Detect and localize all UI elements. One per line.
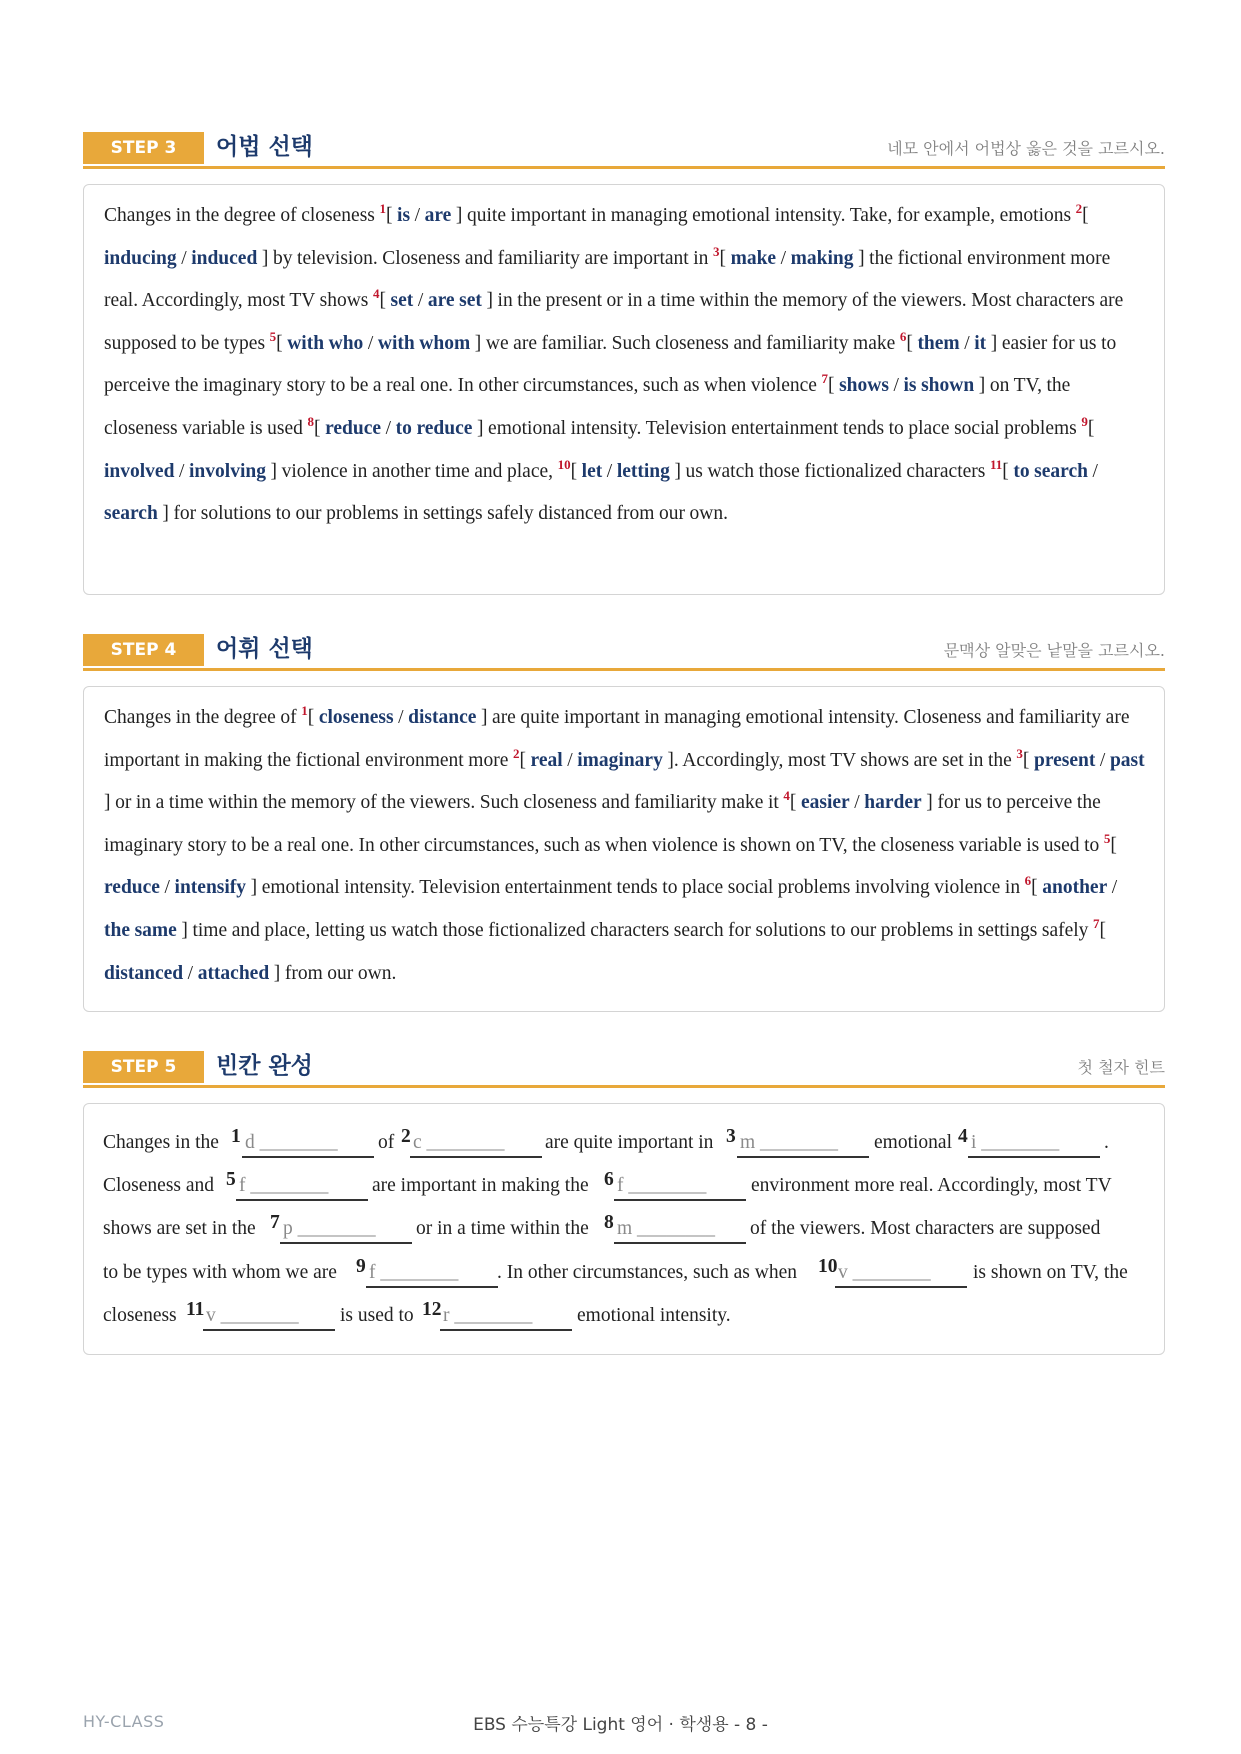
choice-option[interactable]: reduce <box>104 877 160 899</box>
step4-header <box>83 630 1165 671</box>
blank-input-8[interactable] <box>614 1242 746 1244</box>
choice-option[interactable]: are set <box>427 290 482 312</box>
choice-option[interactable]: present <box>1033 749 1096 771</box>
choice-option[interactable]: is shown <box>903 375 975 397</box>
blank-input-12[interactable] <box>440 1329 572 1331</box>
blank-hint: m ________ <box>617 1218 716 1239</box>
choice-option[interactable]: search <box>104 503 158 525</box>
step3-header <box>83 128 1165 169</box>
step5-text: of the viewers. Most characters are supposed <box>750 1218 1101 1239</box>
step4-instruction: 문맥상 알맞은 낱말을 고르시오. <box>943 641 1165 660</box>
step5-text: . In other circumstances, such as when <box>497 1262 797 1283</box>
step5-text: are important in making the <box>372 1175 589 1196</box>
step5-text: Closeness and <box>103 1175 215 1196</box>
blank-input-3[interactable] <box>737 1156 869 1158</box>
blank-input-2[interactable] <box>410 1156 542 1158</box>
blank-input-6[interactable] <box>614 1199 746 1201</box>
choice-option[interactable]: distance <box>408 707 477 728</box>
blank-hint: d ________ <box>245 1132 338 1153</box>
step4-passage: Changes in the degree of $^1$[ closeness / distance ] are quite important in managing emotional intensity. Closeness and familiarity are important in making the fictional environment more $^2$[ real / imaginary ]. Accordingly, most TV shows are set in the $^3$[ present / past ] or in a time within the memory of the viewers. Such closeness and familiarity make it $^4$[ easier / harder ] for us to perceive the imaginary story to be a real one. In other circumstances, such as when violence is shown on TV, the closeness variable is used to $^5$[ reduce / intensify ] emotional intensity. Television entertainment tends to place social problems involving violence in $^6$[ another / the same ] time and place, letting us watch those fictionalized characters search for solutions to our problems in settings safely $^7$[ distanced / attached ] from our own. <box>104 703 1145 984</box>
blank-hint: m ________ <box>740 1132 839 1153</box>
choice-option[interactable]: real <box>530 749 563 771</box>
step5-header <box>83 1047 1165 1088</box>
step5-text: . <box>1104 1132 1109 1153</box>
blank-number: 8 <box>604 1212 614 1233</box>
choice-option[interactable]: easier <box>800 792 850 814</box>
choice-option[interactable]: closeness <box>318 707 394 728</box>
step5-passage-box <box>83 1103 1165 1355</box>
step5-text: to be types with whom we are <box>103 1262 337 1283</box>
blank-input-1[interactable] <box>242 1156 374 1158</box>
step4-badge: STEP 4 <box>83 634 204 666</box>
step5-badge: STEP 5 <box>83 1051 204 1083</box>
blank-hint: f ________ <box>239 1175 329 1196</box>
choice-option[interactable]: with whom <box>377 332 471 354</box>
step5-text: emotional <box>874 1132 952 1153</box>
blank-input-7[interactable] <box>280 1242 412 1244</box>
blank-input-9[interactable] <box>366 1286 498 1288</box>
step5-text: environment more real. Accordingly, most TV <box>751 1175 1112 1196</box>
blank-hint: f ________ <box>369 1262 459 1283</box>
choice-option[interactable]: another <box>1042 877 1108 899</box>
step5-text: shows are set in the <box>103 1218 256 1239</box>
blank-number: 1 <box>231 1126 241 1147</box>
choice-option[interactable]: inducing <box>104 247 177 269</box>
blank-number: 3 <box>726 1126 736 1147</box>
choice-option[interactable]: the same <box>104 919 177 941</box>
choice-option[interactable]: with who <box>287 332 364 354</box>
blank-number: 9 <box>356 1256 366 1277</box>
choice-option[interactable]: is <box>397 205 411 226</box>
step5-instruction: 첫 철자 힌트 <box>1077 1058 1165 1077</box>
choice-option[interactable]: intensify <box>174 877 247 899</box>
choice-option[interactable]: to search <box>1013 460 1088 482</box>
blank-number: 4 <box>958 1126 968 1147</box>
choice-option[interactable]: involving <box>189 460 266 482</box>
footer-brand: HY-CLASS <box>83 1712 165 1731</box>
blank-input-5[interactable] <box>236 1199 368 1201</box>
blank-hint: v ________ <box>838 1262 931 1283</box>
step4-title: 어휘 선택 <box>216 636 313 662</box>
choice-option[interactable]: harder <box>864 792 922 814</box>
choice-option[interactable]: attached <box>197 962 270 984</box>
blank-hint: r ________ <box>443 1305 533 1326</box>
choice-option[interactable]: it <box>974 332 987 354</box>
blank-number: 5 <box>226 1169 236 1190</box>
choice-option[interactable]: are <box>424 205 452 226</box>
choice-option[interactable]: past <box>1109 749 1145 771</box>
step5-text: emotional intensity. <box>577 1305 731 1326</box>
step5-title: 빈칸 완성 <box>216 1053 313 1079</box>
step5-text: is used to <box>340 1305 414 1326</box>
choice-option[interactable]: let <box>581 460 603 482</box>
blank-hint: v ________ <box>206 1305 299 1326</box>
choice-option[interactable]: making <box>790 247 854 269</box>
blank-input-10[interactable] <box>835 1286 967 1288</box>
blank-number: 6 <box>604 1169 614 1190</box>
step3-title: 어법 선택 <box>216 134 313 160</box>
blank-number: 12 <box>422 1299 442 1320</box>
step3-instruction: 네모 안에서 어법상 옳은 것을 고르시오. <box>887 139 1165 158</box>
step3-passage: Changes in the degree of closeness $^1$[ is / are ] quite important in managing emotional intensity. Take, for example, emotions $^2$[ inducing / induced ] by television. Closeness and familiarity are important in $^3$[ make / making ] the fictional environment more real. Accordingly, most TV shows $^4$[ set / are set ] in the present or in a time within the memory of the viewers. Most characters are supposed to be types $^5$[ with who / with whom ] we are familiar. Such closeness and familiarity make $^6$[ them / it ] easier for us to perceive the imaginary story to be a real one. In other circumstances, such as when violence $^7$[ shows / is shown ] on TV, the closeness variable is used $^8$[ reduce / to reduce ] emotional intensity. Television entertainment tends to place social problems $^9$[ involved / involving ] violence in another time and place, $^{10}$[ let / letting ] us watch those fictionalized characters $^{11}$[ to search / search ] for solutions to our problems in settings safely distanced from our own. <box>104 201 1124 525</box>
step5-text: are quite important in <box>545 1132 714 1153</box>
step3-passage-box <box>83 184 1165 595</box>
choice-option[interactable]: distanced <box>104 962 184 984</box>
step5-text: Changes in the <box>103 1132 219 1153</box>
choice-option[interactable]: set <box>390 290 414 312</box>
blank-hint: c ________ <box>413 1132 505 1153</box>
blank-number: 10 <box>818 1256 838 1277</box>
step5-text: of <box>378 1132 395 1153</box>
choice-option[interactable]: involved <box>104 460 175 482</box>
footer-page-info: EBS 수능특강 Light 영어 · 학생용 - 8 - <box>473 1715 768 1735</box>
step3-badge: STEP 3 <box>83 132 204 164</box>
choice-option[interactable]: make <box>730 247 777 269</box>
step5-text: or in a time within the <box>416 1218 589 1239</box>
choice-option[interactable]: shows <box>839 375 889 397</box>
choice-option[interactable]: to reduce <box>395 417 473 439</box>
blank-hint: i ________ <box>971 1132 1060 1153</box>
choice-option[interactable]: induced <box>191 247 258 269</box>
blank-input-4[interactable] <box>968 1156 1100 1158</box>
choice-option[interactable]: reduce <box>325 417 382 439</box>
step4-passage-box <box>83 686 1165 1012</box>
choice-option[interactable]: them <box>917 332 960 354</box>
blank-number: 7 <box>270 1212 280 1233</box>
choice-option[interactable]: imaginary <box>577 749 663 771</box>
blank-hint: f ________ <box>617 1175 707 1196</box>
blank-number: 11 <box>186 1299 205 1320</box>
choice-option[interactable]: letting <box>616 460 670 482</box>
step5-text: is shown on TV, the <box>973 1262 1128 1283</box>
blank-hint: p ________ <box>283 1218 376 1239</box>
step5-text: closeness <box>103 1305 177 1326</box>
blank-number: 2 <box>401 1126 411 1147</box>
blank-input-11[interactable] <box>203 1329 335 1331</box>
